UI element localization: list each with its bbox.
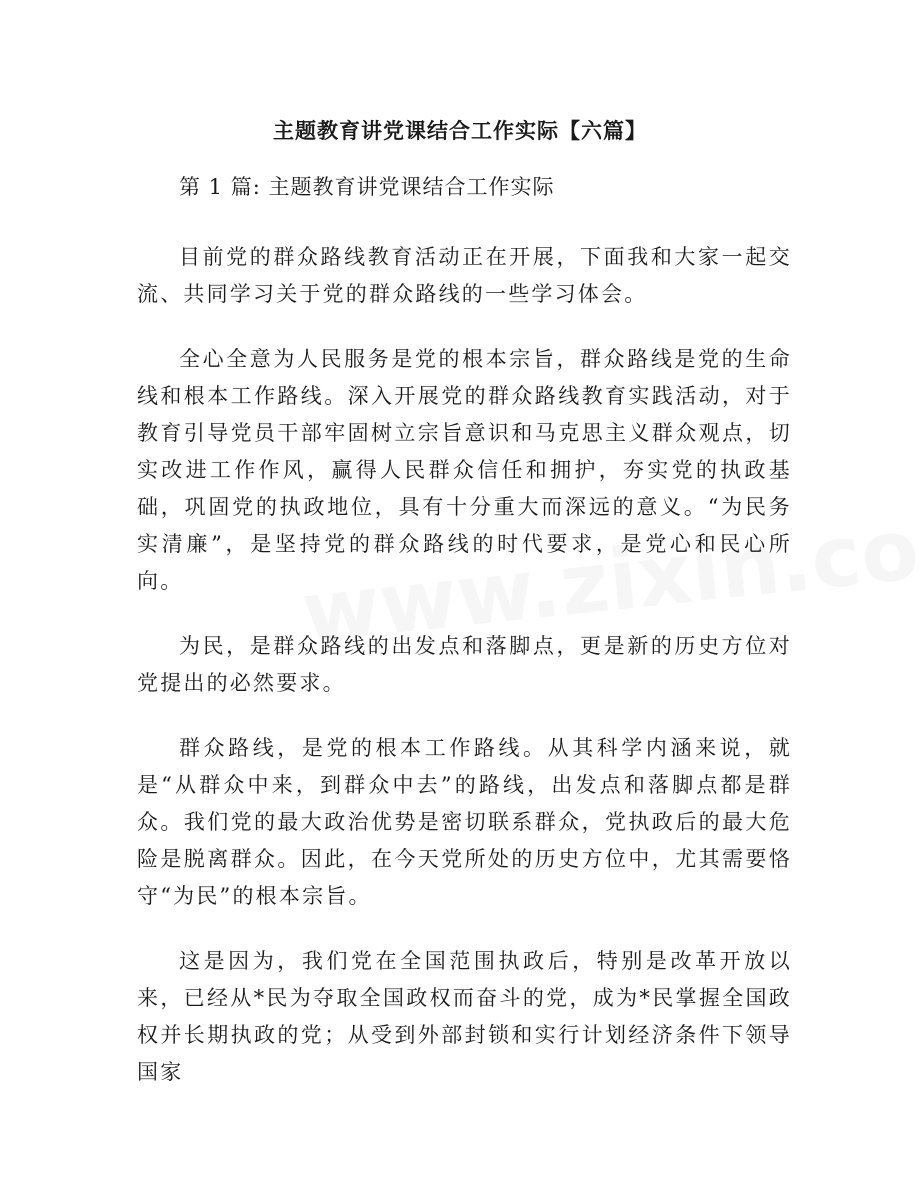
document-title: 主题教育讲党课结合工作实际【六篇】 [273, 119, 647, 143]
paragraph: 这是因为，我们党在全国范围执政后，特别是改革开放以来，已经从*民为夺取全国政权而奋斗的党，成为*民掌握全国政权并长期执政的党；从受到外部封锁和实行计划经济条件下领导国家 [137, 949, 792, 1084]
section-heading: 第 1 篇: 主题教育讲党课结合工作实际 [179, 175, 555, 199]
paragraph: 为民，是群众路线的出发点和落脚点，更是新的历史方位对党提出的必然要求。 [137, 634, 792, 695]
paragraph: 群众路线，是党的根本工作路线。从其科学内涵来说，就是“从群众中来，到群众中去”的路线，出发点和落脚点都是群众。我们党的最大政治优势是密切联系群众，党执政后的最大危险是脱离群众。因此，在今天党所处的历史方位中，尤其需要恪守“为民”的根本宗旨。 [137, 736, 792, 908]
paragraph: 全心全意为人民服务是党的根本宗旨，群众路线是党的生命线和根本工作路线。深入开展党的群众路线教育实践活动，对于教育引导党员干部牢固树立宗旨意识和马克思主义群众观点，切实改进工作作风，赢得人民群众信任和拥护，夯实党的执政基础，巩固党的执政地位，具有十分重大而深远的意义。“为民务实清廉”，是坚持党的群众路线的时代要求，是党心和民心所向。 [137, 347, 792, 593]
document-body [137, 169, 792, 1119]
paragraph: 目前党的群众路线教育活动正在开展，下面我和大家一起交流、共同学习关于党的群众路线的一些学习体会。 [137, 245, 792, 306]
